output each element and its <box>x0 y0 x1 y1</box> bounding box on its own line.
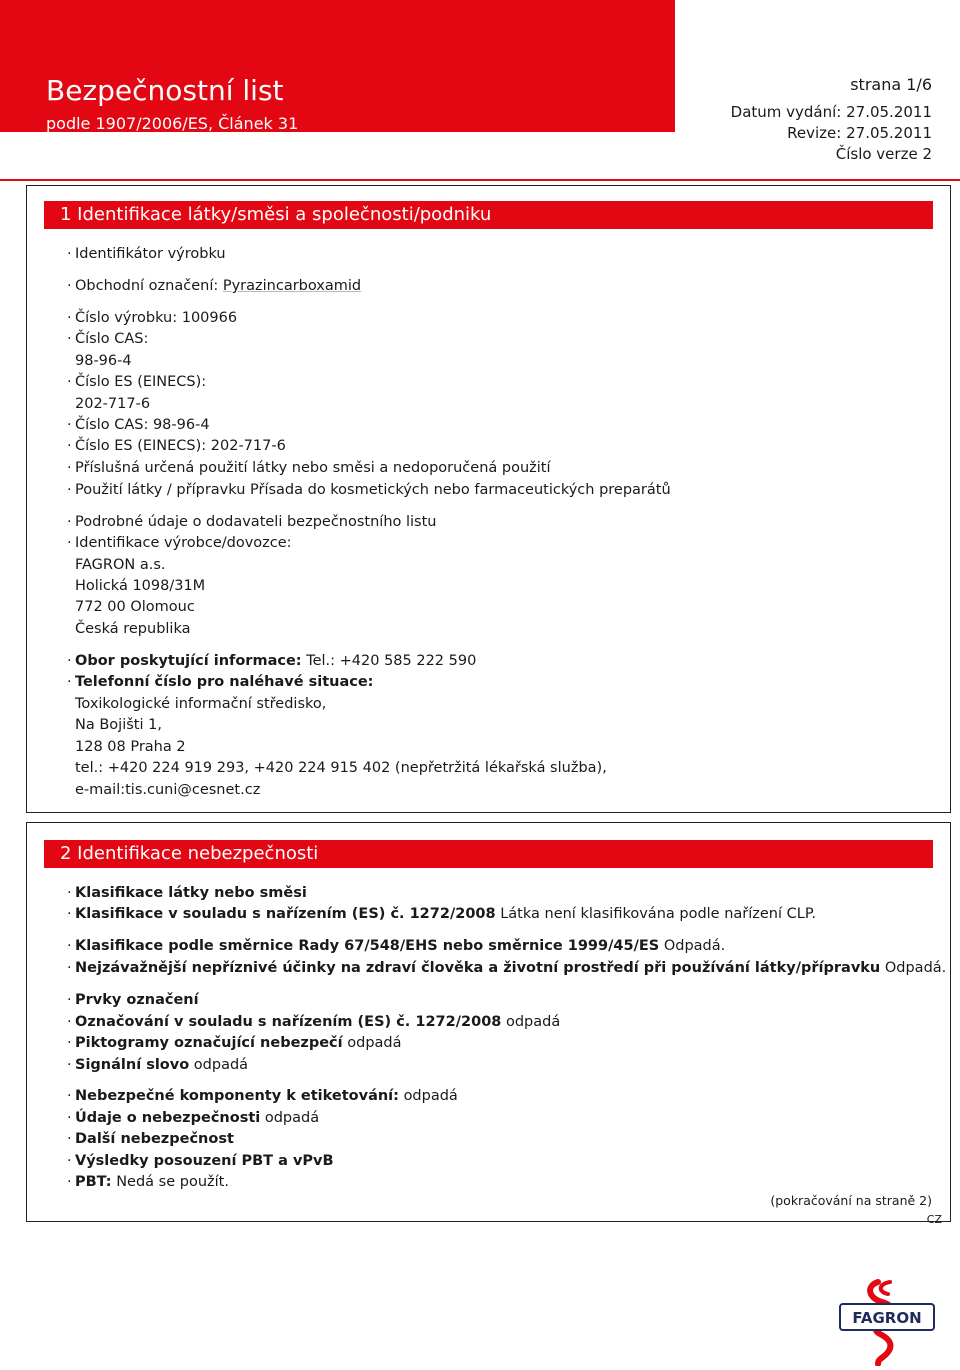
classification: · Klasifikace látky nebo směsi <box>67 885 307 901</box>
document-subtitle: podle 1907/2006/ES, Článek 31 <box>46 114 299 133</box>
address-line: Česká republika <box>75 621 191 637</box>
supplier-details: · Podrobné údaje o dodavateli bezpečnostního listu <box>67 514 437 530</box>
address-line: FAGRON a.s. <box>75 557 166 573</box>
information-contact: · Obor poskytující informace: Tel.: +420 585 222 590 <box>67 653 477 669</box>
pbt-results: · Výsledky posouzení PBT a vPvB <box>67 1153 334 1169</box>
emergency-email: e-mail:tis.cuni@cesnet.cz <box>75 782 261 798</box>
cas-number-value: 98-96-4 <box>75 353 132 369</box>
fagron-logo <box>838 1278 936 1366</box>
cas-number-label: · Číslo CAS: <box>67 331 149 347</box>
hazardous-components: · Nebezpečné komponenty k etiketování: odpadá <box>67 1088 458 1104</box>
relevant-uses: · Příslušná určená použití látky nebo směsi a nedoporučená použití <box>67 460 551 476</box>
use-of-substance: · Použití látky / přípravku Přísada do kosmetických nebo farmaceutických preparátů <box>67 482 671 498</box>
emergency-phone-label: · Telefonní číslo pro naléhavé situace: <box>67 674 374 690</box>
version-number: Číslo verze 2 <box>835 145 932 163</box>
emergency-line: 128 08 Praha 2 <box>75 739 186 755</box>
hazard-pictograms: · Piktogramy označující nebezpečí odpadá <box>67 1035 402 1051</box>
language-code: CZ <box>926 1213 942 1226</box>
es-number-label: · Číslo ES (EINECS): <box>67 374 207 390</box>
logo-text: FAGRON <box>852 1309 922 1327</box>
trade-name-value: Pyrazincarboxamid <box>222 278 362 294</box>
pbt-assessment: · PBT: Nedá se použít. <box>67 1174 229 1190</box>
product-identifier: · Identifikátor výrobku <box>67 246 226 262</box>
es-number-inline: · Číslo ES (EINECS): 202-717-6 <box>67 438 286 454</box>
directive-classification: · Klasifikace podle směrnice Rady 67/548/EHS nebo směrnice 1999/45/ES Odpadá. <box>67 938 726 954</box>
labelling-regulation: · Označování v souladu s nařízením (ES) č. 1272/2008 odpadá <box>67 1014 561 1030</box>
emergency-line: tel.: +420 224 919 293, +420 224 915 402 (nepřetržitá lékařská služba), <box>75 760 607 776</box>
emergency-line: Na Bojišti 1, <box>75 717 162 733</box>
clp-classification: · Klasifikace v souladu s nařízením (ES) č. 1272/2008 Látka není klasifikována podle nařízení CLP. <box>67 906 816 922</box>
document-title: Bezpečnostní list <box>46 74 284 107</box>
cas-number-inline: · Číslo CAS: 98-96-4 <box>67 417 210 433</box>
hazard-statements: · Údaje o nebezpečnosti odpadá <box>67 1110 320 1126</box>
section-2-title: 2 Identifikace nebezpečnosti <box>44 840 933 868</box>
document-meta <box>731 74 932 165</box>
es-number-value: 202-717-6 <box>75 396 151 412</box>
trade-name: · Obchodní označení: Pyrazincarboxamid <box>67 278 362 294</box>
label-elements: · Prvky označení <box>67 992 199 1008</box>
signal-word: · Signální slovo odpadá <box>67 1057 249 1073</box>
continued-note: (pokračování na straně 2) <box>770 1193 932 1208</box>
address-line: 772 00 Olomouc <box>75 599 195 615</box>
header-divider <box>0 179 960 181</box>
address-line: Holická 1098/31M <box>75 578 206 594</box>
section-1-title: 1 Identifikace látky/směsi a společnosti/podniku <box>44 201 933 229</box>
manufacturer-label: · Identifikace výrobce/dovozce: <box>67 535 292 551</box>
emergency-line: Toxikologické informační středisko, <box>75 696 327 712</box>
product-number: · Číslo výrobku: 100966 <box>67 310 238 326</box>
page-number: strana 1/6 <box>850 75 932 94</box>
revision-date: Revize: 27.05.2011 <box>787 124 932 142</box>
adverse-effects: · Nejzávažnější nepříznivé účinky na zdraví člověka a životní prostředí při používání látky/přípravku Odpadá. <box>67 960 947 976</box>
other-hazards: · Další nebezpečnost <box>67 1131 234 1147</box>
issue-date: Datum vydání: 27.05.2011 <box>730 103 932 121</box>
header-banner <box>0 0 675 132</box>
